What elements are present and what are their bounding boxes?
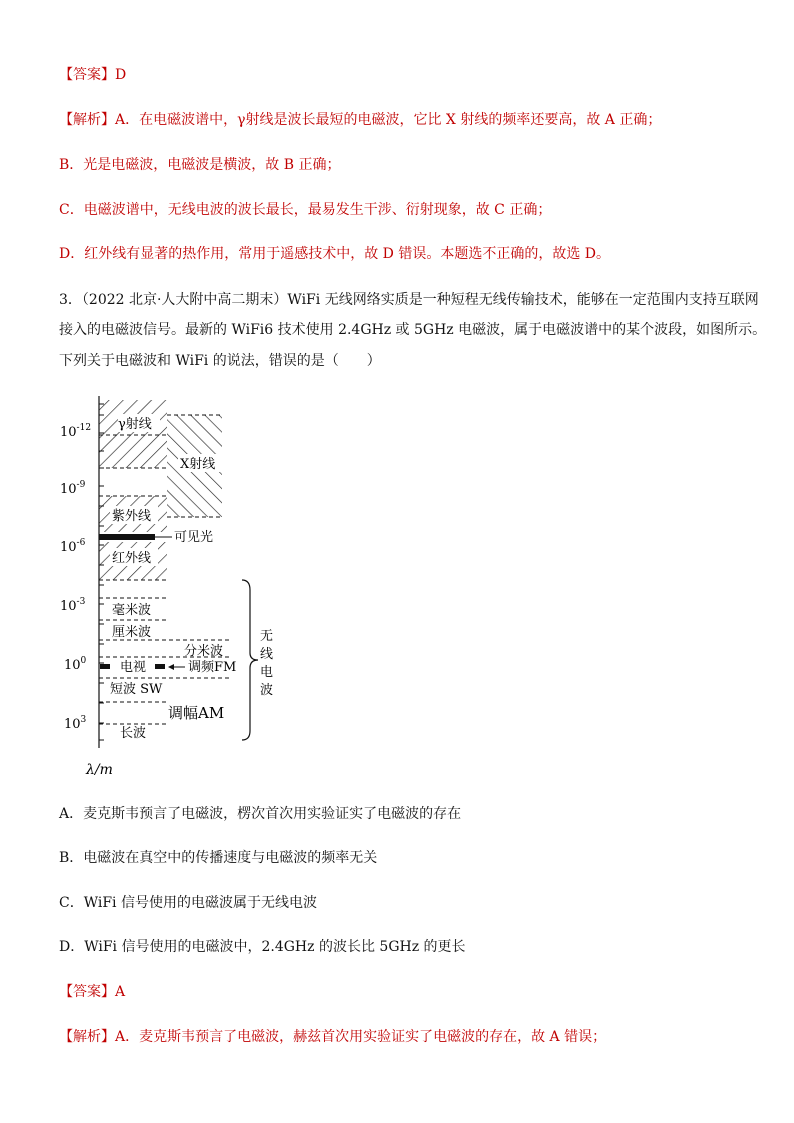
option-d: D．WiFi 信号使用的电磁波中，2.4GHz 的波长比 5GHz 的更长	[59, 939, 466, 955]
answer-tag: 【答案】	[59, 67, 115, 83]
tick-label-3: $10^{-6}$	[60, 538, 86, 555]
radio-brace	[242, 580, 258, 740]
uv-label: 紫外线	[112, 509, 152, 524]
tick-label-4: $10^{-3}$	[60, 597, 86, 614]
am-label: 调幅AM	[168, 704, 225, 722]
answer-line-1	[59, 64, 126, 84]
radio-label-3: 电	[260, 665, 274, 680]
radio-label-1: 无	[260, 629, 274, 644]
analysis-tag: 【解析】	[59, 1029, 115, 1045]
analysis-line-b: B．光是电磁波，电磁波是横波，故 B 正确；	[59, 157, 341, 173]
xray-label: X射线	[180, 457, 216, 472]
answer-tag: 【答案】	[59, 984, 115, 1000]
dm-label: 分米波	[184, 644, 224, 659]
fm-marker	[155, 664, 165, 669]
gamma-band	[99, 400, 167, 468]
fm-label: 调频FM	[188, 660, 237, 675]
question-line-1: 3．（2022 北京·人大附中高二期末）WiFi 无线网络实质是一种短程无线传输技术，能够在一定范围内支持互联网	[59, 292, 759, 308]
tv-marker	[100, 664, 110, 669]
analysis2-line-a	[59, 1026, 606, 1046]
tv-label: 电视	[120, 660, 147, 675]
ir-label: 红外线	[112, 551, 152, 566]
analysis-line-c: C．电磁波谱中，无线电波的波长最长，最易发生干涉、衍射现象，故 C 正确；	[59, 202, 552, 218]
answer-line-2	[59, 981, 125, 1001]
spectrum-figure	[50, 388, 290, 783]
mm-label: 毫米波	[112, 603, 152, 618]
tick-label-6: $10^3$	[64, 715, 87, 732]
axis-unit: λ/m	[86, 762, 113, 778]
cm-label: 厘米波	[112, 625, 152, 640]
analysis-tag: 【解析】	[59, 112, 115, 128]
radio-label-4: 波	[260, 683, 274, 698]
answer-value: A	[115, 984, 126, 1000]
answer-value: D	[115, 67, 127, 83]
option-b: B．电磁波在真空中的传播速度与电磁波的频率无关	[59, 850, 378, 866]
question-line-3: 下列关于电磁波和 WiFi 的说法，错误的是（ ）	[59, 353, 381, 369]
analysis-a-text: A．在电磁波谱中，γ射线是波长最短的电磁波，它比 X 射线的频率还要高，故 A 正确；	[115, 112, 662, 128]
radio-label-2: 线	[260, 647, 274, 662]
visible-band	[99, 534, 155, 540]
analysis-line-d: D．红外线有显著的热作用，常用于遥感技术中，故 D 错误。本题选不正确的，故选 D。	[59, 246, 611, 262]
analysis-line-a	[59, 109, 661, 129]
option-c: C．WiFi 信号使用的电磁波属于无线电波	[59, 895, 317, 911]
long-label: 长波	[120, 726, 147, 741]
gamma-label: γ射线	[118, 417, 152, 432]
question-line-2: 接入的电磁波信号。最新的 WiFi6 技术使用 2.4GHz 或 5GHz 电磁波，属于电磁波谱中的某个波段，如图所示。	[59, 322, 767, 338]
tick-label-1: $10^{-12}$	[60, 423, 92, 440]
tick-label-2: $10^{-9}$	[60, 480, 86, 497]
visible-label: 可见光	[174, 530, 214, 545]
analysis2-a-text: A．麦克斯韦预言了电磁波，赫兹首次用实验证实了电磁波的存在，故 A 错误；	[115, 1029, 607, 1045]
tick-label-5: $10^0$	[64, 656, 87, 673]
sw-label: 短波 SW	[110, 682, 163, 697]
option-a: A．麦克斯韦预言了电磁波，楞次首次用实验证实了电磁波的存在	[59, 806, 462, 822]
